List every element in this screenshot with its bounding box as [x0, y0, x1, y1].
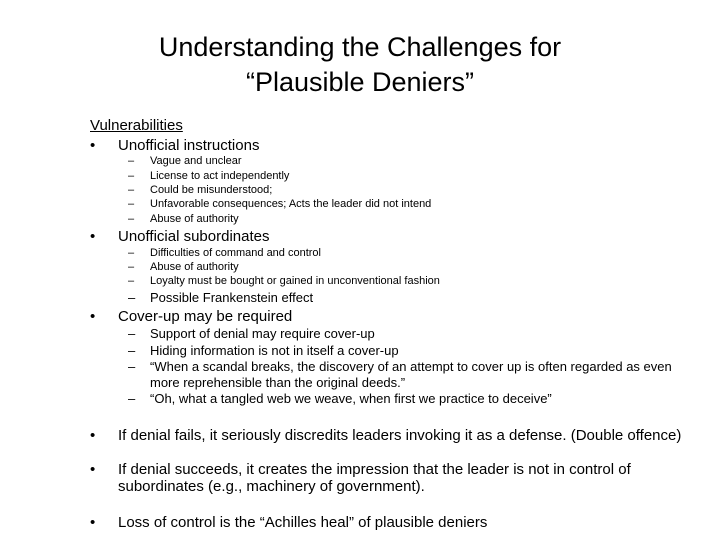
- bullet-dot: •: [90, 427, 96, 444]
- dash-marker: –: [128, 261, 135, 273]
- bullet-dot: •: [90, 514, 96, 531]
- sub-item-text: Unfavorable consequences; Acts the leader did not intend: [150, 198, 432, 210]
- sub-item-text: Loyalty must be bought or gained in unconventional fashion: [150, 275, 440, 287]
- bullet-dot: •: [90, 308, 96, 325]
- dash-marker: –: [128, 155, 135, 167]
- dash-marker: –: [128, 198, 135, 210]
- bullet-text: Loss of control is the “Achilles heal” of plausible deniers: [118, 514, 488, 531]
- sub-item-text: Difficulties of command and control: [150, 247, 321, 259]
- dash-marker: –: [128, 247, 135, 259]
- sub-item-text: Hiding information is not in itself a cover-up: [150, 343, 399, 358]
- sub-item-text: License to act independently: [150, 170, 290, 182]
- sub-item-text: Abuse of authority: [150, 213, 239, 225]
- bullet-text: Cover-up may be required: [118, 308, 293, 325]
- section-heading: Vulnerabilities: [90, 117, 183, 134]
- bullet-text: If denial fails, it seriously discredits leaders invoking it as a defense. (Double offence): [118, 427, 682, 444]
- bullet-text: If denial succeeds, it creates the impression that the leader is not in control of subordinates (e.g., machinery of government).: [118, 461, 631, 495]
- bullet-dot: •: [90, 228, 96, 245]
- sub-item-text: “Oh, what a tangled web we weave, when first we practice to deceive”: [150, 391, 552, 406]
- slide-title: [0, 30, 720, 100]
- sub-item-text: Support of denial may require cover-up: [150, 326, 375, 341]
- sub-item-text: “When a scandal breaks, the discovery of an attempt to cover up is often regarded as even more reprehensible than the original deeds.”: [150, 359, 672, 390]
- title-line-2: “Plausible Deniers”: [245, 67, 475, 97]
- bullet-text: Unofficial instructions: [118, 137, 260, 154]
- dash-marker: –: [128, 184, 135, 196]
- bullet-dot: •: [90, 137, 96, 154]
- dash-marker: –: [128, 275, 135, 287]
- dash-marker: –: [128, 170, 135, 182]
- dash-marker: –: [128, 343, 136, 358]
- sub-item-text: Vague and unclear: [150, 155, 242, 167]
- sub-item-text: Possible Frankenstein effect: [150, 290, 314, 305]
- sub-item-text: Abuse of authority: [150, 261, 239, 273]
- dash-marker: –: [128, 391, 136, 406]
- bullet-text: Unofficial subordinates: [118, 228, 270, 245]
- dash-marker: –: [128, 359, 136, 374]
- dash-marker: –: [128, 326, 136, 341]
- bullet-dot: •: [90, 461, 96, 478]
- title-line-1: Understanding the Challenges for: [158, 32, 562, 62]
- sub-item-text: Could be misunderstood;: [150, 184, 273, 196]
- dash-marker: –: [128, 213, 135, 225]
- dash-marker: –: [128, 290, 136, 305]
